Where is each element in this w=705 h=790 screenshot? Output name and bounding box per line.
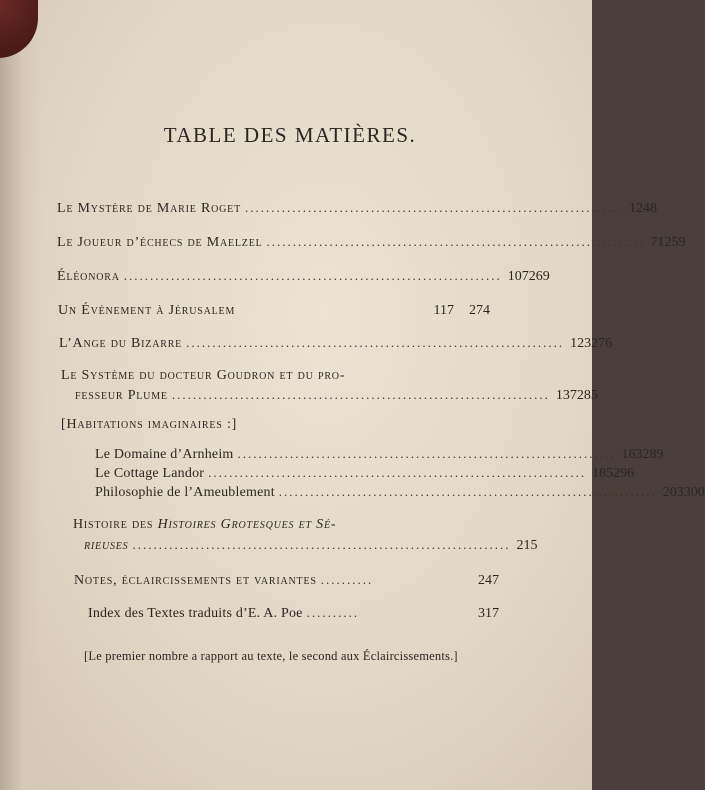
page-number-text: 215 [516, 538, 538, 553]
page-number-notes: 248 [636, 201, 657, 216]
page-title: TABLE DES MATIÈRES. [163, 123, 417, 147]
toc-entry [88, 605, 499, 622]
toc-entry-title-italic: Histoires Grotesques et Sé- [157, 517, 337, 532]
page-number-notes: 300 [683, 485, 705, 500]
toc-entry [57, 268, 550, 285]
dot-leader: ........................................................................ [278, 484, 657, 499]
dot-leader: ........................................................................ [237, 446, 616, 461]
toc-entry-title: Éléonora [57, 269, 120, 284]
toc-entry [57, 234, 686, 251]
page-number-text: 163 [621, 447, 643, 462]
dot-leader: ........................................................................ [132, 537, 511, 552]
toc-entry [59, 335, 613, 352]
toc-entry-title-continued: fesseur Plume [75, 388, 168, 403]
page-number-text: 185 [592, 466, 614, 481]
toc-entry-title-continued: rieuses [84, 538, 129, 553]
dot-leader: ........................................................................ [208, 465, 587, 480]
dot-leader: .......... [306, 605, 360, 620]
page-number-text: 123 [570, 336, 592, 351]
page-number-text: 203 [662, 485, 684, 500]
toc-entry-title: Le Joueur d’échecs de Maelzel [57, 235, 263, 250]
dot-leader: ........................................................................ [123, 268, 502, 283]
toc-entry [57, 200, 657, 217]
toc-entry [75, 387, 598, 404]
toc-entry-title [73, 517, 336, 533]
toc-subentry [95, 446, 664, 463]
toc-entry-title: Index des Textes traduits d’E. A. Poe [88, 606, 303, 621]
page-number-text: 247 [478, 573, 499, 588]
dot-leader: ........................................................................ [245, 200, 623, 215]
footnote: [Le premier nombre a rapport au texte, le second aux Éclaircissements.] [84, 649, 458, 663]
toc-entry-title: Le Domaine d’Arnheim [95, 447, 234, 462]
section-heading: [Habitations imaginaires :] [61, 417, 238, 432]
dot-leader: .......... [320, 572, 374, 587]
dot-leader: ........................................................................ [186, 335, 565, 350]
page-number-text: 117 [433, 303, 454, 318]
toc-entry-title: Notes, éclaircissements et variantes [74, 573, 317, 588]
page-number-notes: 296 [613, 466, 635, 481]
toc-entry-title: Philosophie de l’Ameublement [95, 485, 275, 500]
page-number-notes: 285 [576, 388, 598, 403]
dot-leader: ........................................................................ [266, 234, 645, 249]
page-number-text: 137 [555, 388, 577, 403]
toc-entry-title: Le Système du docteur Goudron et du pro- [61, 368, 346, 383]
page-number-notes: 289 [642, 447, 664, 462]
page-number-text: 1 [629, 201, 636, 216]
toc-entry [58, 302, 490, 319]
toc-entry [74, 572, 499, 589]
toc-subentry [95, 484, 705, 501]
toc-entry [84, 537, 538, 554]
toc-subentry [95, 465, 635, 482]
page-number-text: 317 [478, 606, 499, 621]
page-gutter-shadow [0, 0, 42, 790]
page-number-notes: 269 [528, 269, 550, 284]
toc-entry-title: L’Ange du Bizarre [59, 336, 183, 351]
page-number-notes: 276 [591, 336, 613, 351]
page-number-text: 71 [650, 235, 665, 250]
page-number-notes: 259 [664, 235, 686, 250]
toc-entry-title-part: Histoire des [73, 517, 158, 532]
toc-entry-title: Le Cottage Landor [95, 466, 205, 481]
page-number-text: 107 [507, 269, 529, 284]
dot-leader: ........................................................................ [171, 387, 550, 402]
toc-entry-title: Le Mystère de Marie Roget [57, 201, 241, 216]
page-number-notes: 274 [469, 303, 490, 318]
toc-entry-title: Un Événement à Jérusalem [58, 303, 236, 318]
